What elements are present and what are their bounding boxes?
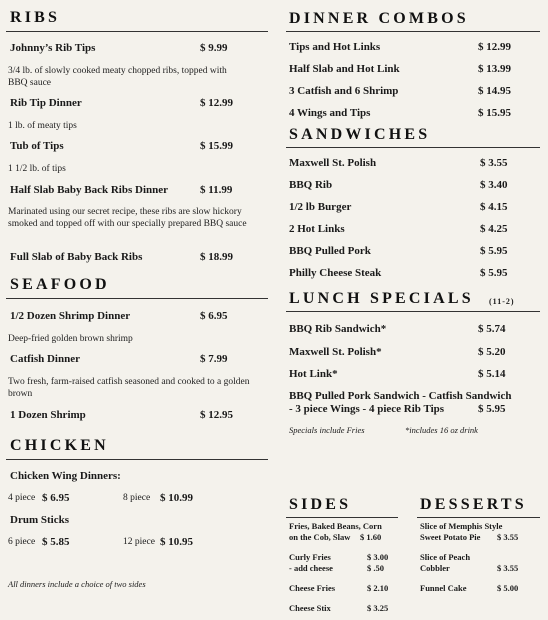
menu-item-description: Deep-fried golden brown shrimp xyxy=(8,334,133,344)
sides-heading: SIDES xyxy=(289,496,352,513)
menu-item-price: $ 18.99 xyxy=(200,251,233,263)
combos-rule xyxy=(286,31,540,32)
dessert-name: Slice of Memphis Style xyxy=(420,521,503,531)
menu-item-price: $ 9.99 xyxy=(200,42,228,54)
chicken-price: $ 6.95 xyxy=(42,492,70,504)
menu-item-name: Philly Cheese Steak xyxy=(289,267,382,279)
menu-item-name: Hot Link* xyxy=(289,368,338,380)
chicken-rule xyxy=(6,459,268,460)
menu-item-price: $ 11.99 xyxy=(200,184,233,196)
menu-item-name: 4 Wings and Tips xyxy=(289,107,371,119)
menu-item-price: $ 15.95 xyxy=(478,107,511,119)
seafood-rule xyxy=(6,298,268,299)
menu-item-name: Tips and Hot Links xyxy=(289,41,381,53)
menu-item-name: Rib Tip Dinner xyxy=(10,97,82,109)
menu-item-name: Maxwell St. Polish* xyxy=(289,346,382,358)
chicken-heading: CHICKEN xyxy=(10,437,109,454)
lunch-combo-line: - 3 piece Wings - 4 piece Rib Tips xyxy=(289,403,445,415)
seafood-heading: SEAFOOD xyxy=(10,276,110,293)
menu-item-price: $ 5.74 xyxy=(478,323,506,335)
menu-item-name: Tub of Tips xyxy=(10,140,64,152)
chicken-qty: 12 piece xyxy=(123,537,155,547)
side-price: $ 1.60 xyxy=(360,532,382,542)
menu-item-name: 2 Hot Links xyxy=(289,223,345,235)
chicken-drums-label: Drum Sticks xyxy=(10,514,69,526)
lunch-rule xyxy=(286,311,540,312)
side-price: $ 3.00 xyxy=(367,552,389,562)
sides-rule xyxy=(286,517,398,518)
dessert-name: Slice of Peach xyxy=(420,552,471,562)
menu-item-price: $ 3.40 xyxy=(480,179,508,191)
dessert-price: $ 5.00 xyxy=(497,583,519,593)
menu-item-description: 3/4 lb. of slowly cooked meaty chopped ribs, topped with BBQ sauce xyxy=(8,66,227,88)
menu-item-price: $ 4.15 xyxy=(480,201,508,213)
chicken-price: $ 10.95 xyxy=(160,536,193,548)
side-name: - add cheese xyxy=(289,563,333,573)
lunch-heading: LUNCH SPECIALS xyxy=(289,290,474,307)
menu-item-price: $ 5.95 xyxy=(478,403,506,415)
side-name: Cheese Fries xyxy=(289,583,336,593)
menu-item-name: BBQ Rib xyxy=(289,179,333,191)
menu-item-description: 1 lb. of meaty tips xyxy=(8,121,77,131)
dessert-name: Funnel Cake xyxy=(420,583,467,593)
menu-item-price: $ 12.99 xyxy=(478,41,511,53)
menu-item-name: Johnny’s Rib Tips xyxy=(10,42,96,54)
menu-item-price: $ 5.14 xyxy=(478,368,506,380)
menu-item-price: $ 4.25 xyxy=(480,223,508,235)
menu-item-name: 1/2 lb Burger xyxy=(289,201,352,213)
menu-item-price: $ 7.99 xyxy=(200,353,228,365)
menu-item-price: $ 3.55 xyxy=(480,157,508,169)
dessert-name: Cobbler xyxy=(420,563,450,573)
chicken-qty: 6 piece xyxy=(8,537,36,547)
menu-item-price: $ 15.99 xyxy=(200,140,233,152)
menu-item-price: $ 14.95 xyxy=(478,85,511,97)
side-price: $ .50 xyxy=(367,563,384,573)
menu-item-name: Half Slab and Hot Link xyxy=(289,63,400,75)
sandwiches-rule xyxy=(286,147,540,148)
menu-item-name: 3 Catfish and 6 Shrimp xyxy=(289,85,399,97)
chicken-wings-label: Chicken Wing Dinners: xyxy=(10,470,121,482)
lunch-hours: (11-2) xyxy=(489,297,515,306)
combos-heading: DINNER COMBOS xyxy=(289,10,469,27)
menu-item-name: 1 Dozen Shrimp xyxy=(10,409,86,421)
menu-item-price: $ 12.95 xyxy=(200,409,233,421)
side-price: $ 2.10 xyxy=(367,583,389,593)
chicken-price: $ 10.99 xyxy=(160,492,193,504)
desserts-heading: DESSERTS xyxy=(420,496,527,513)
menu-item-name: Catfish Dinner xyxy=(10,353,80,365)
chicken-qty: 4 piece xyxy=(8,493,36,503)
lunch-drink-note: *includes 16 oz drink xyxy=(405,425,478,435)
lunch-fries-note: Specials include Fries xyxy=(289,425,365,435)
chicken-qty: 8 piece xyxy=(123,493,151,503)
side-name: Cheese Stix xyxy=(289,603,331,613)
dessert-price: $ 3.55 xyxy=(497,563,519,573)
chicken-price: $ 5.85 xyxy=(42,536,70,548)
menu-item-description: Two fresh, farm-raised catfish seasoned and cooked to a golden brown xyxy=(8,377,250,399)
menu-item-name: Maxwell St. Polish xyxy=(289,157,377,169)
menu-item-price: $ 6.95 xyxy=(200,310,228,322)
side-price: $ 3.25 xyxy=(367,603,389,613)
menu-item-name: BBQ Pulled Pork xyxy=(289,245,371,257)
menu-item-name: Half Slab Baby Back Ribs Dinner xyxy=(10,184,169,196)
menu-item-price: $ 5.95 xyxy=(480,245,508,257)
ribs-heading: RIBS xyxy=(10,9,61,26)
menu-item-name: Full Slab of Baby Back Ribs xyxy=(10,251,143,263)
menu-item-name: BBQ Rib Sandwich* xyxy=(289,323,387,335)
lunch-combo-line: BBQ Pulled Pork Sandwich - Catfish Sandwich xyxy=(289,390,512,402)
sandwiches-heading: SANDWICHES xyxy=(289,126,431,143)
menu-item-name: 1/2 Dozen Shrimp Dinner xyxy=(10,310,131,322)
desserts-rule xyxy=(417,517,540,518)
menu-item-price: $ 13.99 xyxy=(478,63,511,75)
menu-item-price: $ 12.99 xyxy=(200,97,233,109)
menu-item-description: 1 1/2 lb. of tips xyxy=(8,164,66,174)
dinner-sides-note: All dinners include a choice of two sides xyxy=(8,579,146,589)
menu-item-description: Marinated using our secret recipe, these ribs are slow hickory smoked and topped off with our specially prepared BBQ sauce xyxy=(8,207,247,229)
menu-item-price: $ 5.95 xyxy=(480,267,508,279)
side-name: on the Cob, Slaw xyxy=(289,532,351,542)
dessert-name: Sweet Potato Pie xyxy=(420,532,481,542)
ribs-rule xyxy=(6,31,268,32)
dessert-price: $ 3.55 xyxy=(497,532,519,542)
side-name: Curly Fries xyxy=(289,552,331,562)
menu-item-price: $ 5.20 xyxy=(478,346,506,358)
side-name: Fries, Baked Beans, Corn xyxy=(289,521,382,531)
